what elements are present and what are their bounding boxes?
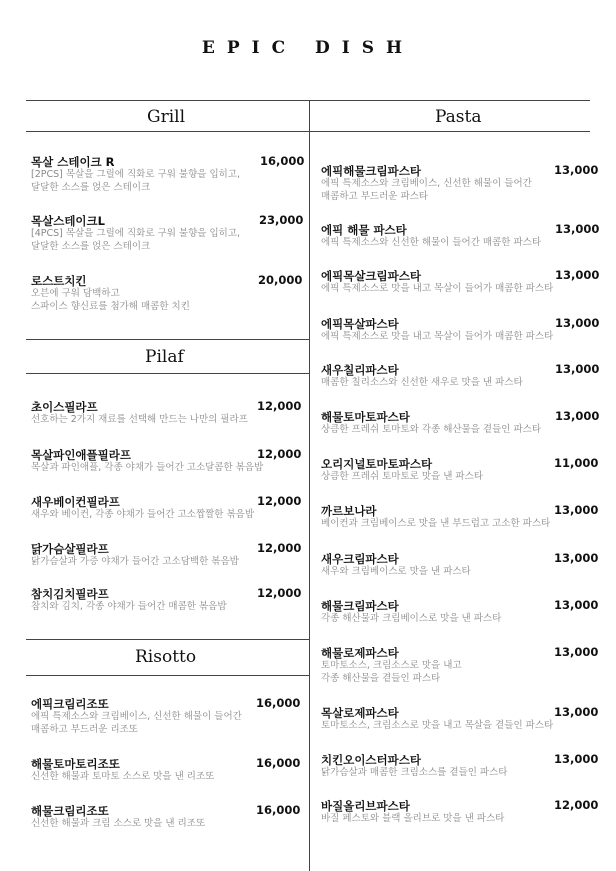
menu-item-grill (31, 213, 304, 259)
item-name: 로스트치킨 (31, 274, 87, 288)
item-name: 해물로제파스타 (321, 646, 399, 660)
item-price: 13,000 (555, 362, 600, 376)
item-desc: 각종 해산물을 곁들인 파스타 (321, 673, 441, 684)
item-desc: 에픽 특제소스와 크림베이스, 신선한 해물이 들어간 (31, 711, 242, 722)
item-name: 새우베이컨필라프 (31, 495, 120, 509)
item-price: 13,000 (554, 551, 599, 565)
item-name: 해물토마토리조또 (31, 757, 120, 771)
item-name: 에픽목살크림파스타 (321, 269, 421, 283)
item-desc: 신선한 해물과 토마토 소스로 맛을 낸 리조또 (31, 771, 215, 782)
item-name: 목살로제파스타 (321, 706, 399, 720)
item-desc: 오븐에 구워 담백하고 (31, 288, 120, 299)
item-desc: 새우와 크림베이스로 맛을 낸 파스타 (321, 566, 471, 577)
item-name: 치킨오이스터파스타 (321, 753, 421, 767)
item-name: 새우칠리파스타 (321, 363, 399, 377)
item-price: 12,000 (257, 586, 302, 600)
risotto-bottom-rule (26, 675, 309, 676)
menu-item-pasta (321, 752, 599, 784)
menu-item-pasta (321, 456, 599, 488)
item-name: 목살파인애플필라프 (31, 448, 131, 462)
item-desc: 닭가슴살과 가증 야채가 들어간 고소담백한 볶음밥 (31, 556, 239, 567)
item-desc: 에픽 특제소스로 맛을 내고 목살이 들어가 매콤한 파스타 (321, 283, 554, 294)
item-price: 13,000 (554, 705, 599, 719)
item-desc: 매콤하고 부드러운 리조또 (31, 724, 138, 735)
menu-item-risotto (31, 756, 301, 788)
item-price: 12,000 (257, 399, 302, 413)
menu-item-pasta (321, 362, 600, 394)
item-name: 목살 스테이크 R (31, 155, 115, 169)
item-price: 12,000 (257, 541, 302, 555)
item-price: 13,000 (555, 316, 600, 330)
item-desc: 신선한 해물과 크림 소스로 맛을 낸 리조또 (31, 818, 206, 829)
item-desc: 베이컨과 크림베이스로 맛을 낸 부드럽고 고소한 파스타 (321, 518, 551, 529)
menu-item-grill (31, 273, 303, 319)
item-name: 에픽 해물 파스타 (321, 223, 407, 237)
menu-item-pilaf (31, 586, 302, 618)
item-name: 해물토마토파스타 (321, 410, 410, 424)
menu-item-pilaf (31, 494, 302, 526)
header-rule (26, 131, 590, 132)
item-price: 13,000 (554, 503, 599, 517)
menu-item-risotto (31, 803, 301, 835)
menu-item-pilaf (31, 541, 302, 573)
menu-item-pasta (321, 798, 599, 830)
item-desc: 스파이스 향신료를 첨가해 매콤한 치킨 (31, 301, 190, 312)
item-price: 11,000 (554, 456, 599, 470)
item-name: 바질올리브파스타 (321, 799, 410, 813)
menu-item-grill (31, 154, 305, 200)
item-desc: [2PCS] 목살을 그릴에 직화로 구워 불향을 입히고, (31, 169, 240, 180)
item-price: 16,000 (256, 696, 301, 710)
column-divider (309, 100, 310, 871)
item-name: 새우크림파스타 (321, 552, 399, 566)
item-desc: 달달한 소스를 얹은 스테이크 (31, 241, 151, 252)
item-desc: 매콤한 칠리소스와 신선한 새우로 맛을 낸 파스타 (321, 377, 523, 388)
menu-title: EPIC DISH (201, 38, 415, 58)
item-desc: 각종 해산물과 크림베이스로 맛을 낸 파스타 (321, 613, 502, 624)
section-title-pasta: Pasta (435, 107, 482, 127)
menu-item-pasta (321, 503, 599, 535)
top-rule (26, 100, 590, 101)
menu-item-pasta (321, 645, 599, 691)
item-price: 12,000 (257, 447, 302, 461)
menu-item-pasta (321, 551, 599, 583)
item-desc: 참치와 김치, 각종 야채가 들어간 매콤한 볶음밥 (31, 601, 227, 612)
item-name: 참치김치필라프 (31, 587, 109, 601)
item-name: 까르보나라 (321, 504, 377, 518)
item-desc: 닭가슴살과 매콤한 크림소스를 곁들인 파스타 (321, 767, 508, 778)
item-desc: [4PCS] 목살을 그릴에 직화로 구워 불향을 입히고, (31, 228, 240, 239)
item-price: 12,000 (554, 798, 599, 812)
item-desc: 토마토소스, 크림소스로 맛을 내고 (321, 660, 462, 671)
item-price: 13,000 (554, 163, 599, 177)
menu-item-pilaf (31, 447, 302, 479)
item-desc: 새우와 베이컨, 각종 야채가 들어간 고소짭짤한 볶음밥 (31, 509, 255, 520)
item-desc: 매콤하고 부드러운 파스타 (321, 191, 428, 202)
item-price: 13,000 (554, 598, 599, 612)
item-price: 16,000 (256, 803, 301, 817)
item-price: 23,000 (259, 213, 304, 227)
risotto-top-rule (26, 639, 309, 640)
item-name: 에픽목살파스타 (321, 317, 399, 331)
item-desc: 상큼한 프레쉬 토마토로 맛을 낸 파스타 (321, 471, 483, 482)
item-name: 목살스테이크L (31, 214, 105, 228)
section-title-pilaf: Pilaf (145, 347, 184, 367)
menu-item-pasta (321, 598, 599, 630)
item-desc: 바질 페스토와 블랙 올리브로 맛을 낸 파스타 (321, 813, 505, 824)
menu-item-pasta (321, 268, 600, 300)
item-price: 20,000 (258, 273, 303, 287)
section-title-grill: Grill (147, 107, 186, 127)
item-name: 에픽해물크림파스타 (321, 164, 421, 178)
item-desc: 선호하는 2가지 재료를 선택해 만드는 나만의 필라프 (31, 414, 248, 425)
item-desc: 달달한 소스를 얹은 스테이크 (31, 182, 151, 193)
item-desc: 에픽 특제소스와 신선한 해물이 들어간 매콤한 파스타 (321, 237, 542, 248)
item-name: 해물크림파스타 (321, 599, 399, 613)
section-title-risotto: Risotto (135, 647, 197, 667)
item-price: 16,000 (260, 154, 305, 168)
item-desc: 에픽 특제소스로 맛을 내고 목살이 들어가 매콤한 파스타 (321, 331, 554, 342)
menu-item-risotto (31, 696, 301, 742)
item-price: 12,000 (257, 494, 302, 508)
item-name: 오리지널토마토파스타 (321, 457, 433, 471)
menu-item-pasta (321, 163, 599, 209)
menu-item-pasta (321, 705, 599, 737)
item-name: 닭가슴살필라프 (31, 542, 109, 556)
item-price: 13,000 (554, 645, 599, 659)
menu-item-pasta (321, 409, 600, 441)
menu-item-pasta (321, 222, 600, 254)
item-name: 초이스필라프 (31, 400, 98, 414)
item-price: 13,000 (555, 268, 600, 282)
item-desc: 목살과 파인애플, 각종 야채가 들어간 고소달콤한 볶음밥 (31, 462, 264, 473)
pilaf-top-rule (26, 339, 309, 340)
item-desc: 상큼한 프레쉬 토마토와 각종 해산물을 곁들인 파스타 (321, 424, 542, 435)
menu-item-pasta (321, 316, 600, 348)
item-desc: 토마토소스, 크림소스로 맛을 내고 목살을 곁들인 파스타 (321, 720, 554, 731)
item-name: 해물크림리조또 (31, 804, 109, 818)
item-desc: 에픽 특제소스와 크림베이스, 신선한 해물이 들어간 (321, 178, 532, 189)
item-price: 13,000 (555, 409, 600, 423)
item-price: 13,000 (555, 222, 600, 236)
item-name: 에픽크림리조또 (31, 697, 109, 711)
item-price: 13,000 (554, 752, 599, 766)
item-price: 16,000 (256, 756, 301, 770)
pilaf-bottom-rule (26, 373, 309, 374)
menu-item-pilaf (31, 399, 302, 431)
